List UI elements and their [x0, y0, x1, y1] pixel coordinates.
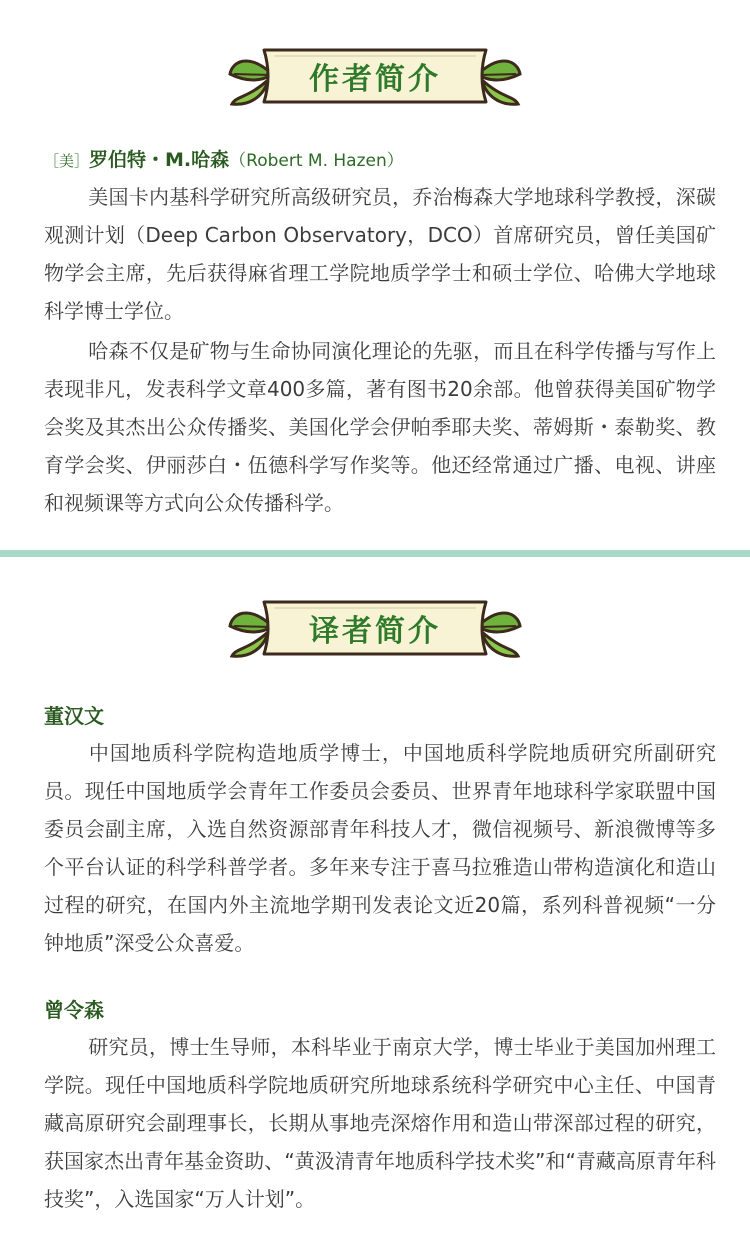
author-nationality: ［美］ — [44, 152, 90, 170]
translator-banner-title: 译者简介 — [309, 614, 441, 649]
author-banner — [228, 44, 522, 108]
translator-bio-text: 研究员，博士生导师，本科毕业于南京大学，博士毕业于美国加州理工学院。现任中国地质科学院地质研究所地球系统科学研究中心主任、中国青藏高原研究会副理事长，长期从事地壳深熔作用和造山带深部过程的研究，获国家杰出青年基金资助、“黄汲清青年地质科学技术奖”和“青藏高原青年科技奖”，入选国家“万人计划”。 — [44, 1035, 716, 1211]
author-paragraph — [44, 332, 716, 522]
translator-bio — [44, 734, 716, 962]
author-name: 罗伯特・M.哈森 — [89, 149, 230, 171]
translator-name: 董汉文 — [44, 704, 104, 728]
translator-banner — [228, 596, 522, 660]
translator-name: 曾令森 — [44, 998, 104, 1022]
author-name-line — [44, 145, 404, 172]
author-banner-title: 作者简介 — [309, 62, 441, 97]
author-paragraph-text: 美国卡内基科学研究所高级研究员，乔治梅森大学地球科学教授，深碳观测计划（Deep Carbon Observatory，DCO）首席研究员，曾任美国矿物学会主席，先后获得麻省理工学院地质学学士和硕士学位、哈佛大学地球科学博士学位。 — [44, 185, 716, 323]
author-paragraph — [44, 178, 716, 330]
section-divider — [0, 550, 750, 557]
translator-bio-text: 中国地质科学院构造地质学博士，中国地质科学院地质研究所副研究员。现任中国地质学会青年工作委员会委员、世界青年地球科学家联盟中国委员会副主席，入选自然资源部青年科技人才，微信视频号、新浪微博等多个平台认证的科学科普学者。多年来专注于喜马拉雅造山带构造演化和造山过程的研究，在国内外主流地学期刊发表论文近20篇，系列科普视频“一分钟地质”深受公众喜爱。 — [44, 741, 716, 955]
translator-bio — [44, 1028, 716, 1218]
author-paragraph-text: 哈森不仅是矿物与生命协同演化理论的先驱，而且在科学传播与写作上表现非凡，发表科学文章400多篇，著有图书20余部。他曾获得美国矿物学会奖及其杰出公众传播奖、美国化学会伊帕季耶夫奖、蒂姆斯・泰勒奖、教育学会奖、伊丽莎白・伍德科学写作奖等。他还经常通过广播、电视、讲座和视频课等方式向公众传播科学。 — [44, 339, 716, 515]
author-name-en: （Robert M. Hazen） — [229, 151, 404, 171]
